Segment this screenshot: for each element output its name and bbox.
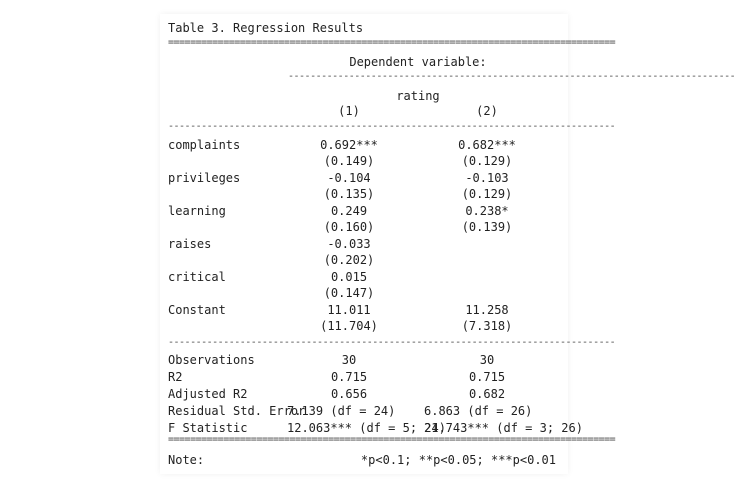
standard-error-1: (0.135) (323, 187, 375, 201)
statistic-name: Adjusted R2 (168, 387, 248, 401)
coefficient-value-1: -0.104 (327, 171, 371, 185)
coefficient-value-1: -0.033 (327, 237, 371, 251)
top-double-rule: ================================================================================= (168, 37, 616, 48)
statistic-name: Observations (168, 353, 255, 367)
header-single-rule: --------------------------------------------------------------------------------- (168, 121, 616, 132)
statistic-value-2: 6.863 (df = 26) (424, 404, 533, 418)
table-title: Table 3. Regression Results (168, 21, 364, 35)
statistic-value-2: 0.682 (468, 387, 506, 401)
bottom-double-rule: ================================================================================= (168, 434, 616, 445)
statistic-value-2: 21.743*** (df = 3; 26) (424, 421, 583, 435)
coefficient-value-2: -0.103 (465, 171, 509, 185)
note-label: Note: (168, 453, 205, 467)
standard-error-1: (11.704) (320, 319, 378, 333)
statistic-value-1: 0.715 (330, 370, 368, 384)
coefficient-name: learning (168, 204, 226, 218)
coefficient-value-2: 0.682*** (458, 138, 516, 152)
dependent-variable-label: Dependent variable: (349, 55, 487, 69)
standard-error-2: (7.318) (461, 319, 513, 333)
stats-single-rule: --------------------------------------------------------------------------------- (168, 337, 616, 348)
coefficient-value-2: 11.258 (465, 303, 509, 317)
coefficient-name: raises (168, 237, 212, 251)
coefficient-value-2: 0.238* (465, 204, 509, 218)
standard-error-2: (0.129) (461, 187, 513, 201)
standard-error-2: (0.139) (461, 220, 513, 234)
standard-error-1: (0.202) (323, 253, 375, 267)
coefficient-value-1: 0.249 (330, 204, 368, 218)
statistic-name: Residual Std. Error (168, 404, 306, 418)
column-header-2: (2) (476, 104, 498, 118)
coefficient-name: critical (168, 270, 226, 284)
dependent-variable-name: rating (396, 89, 440, 103)
coefficient-value-1: 0.692*** (320, 138, 378, 152)
statistic-name: F Statistic (168, 421, 248, 435)
coefficient-name: complaints (168, 138, 241, 152)
statistic-value-1: 30 (341, 353, 357, 367)
column-header-1: (1) (338, 104, 360, 118)
standard-error-1: (0.147) (323, 286, 375, 300)
statistic-name: R2 (168, 370, 183, 384)
significance-note: *p<0.1; **p<0.05; ***p<0.01 (360, 453, 556, 467)
coefficient-name: privileges (168, 171, 241, 185)
statistic-value-1: 7.139 (df = 24) (287, 404, 396, 418)
standard-error-2: (0.129) (461, 154, 513, 168)
statistic-value-1: 0.656 (330, 387, 368, 401)
statistic-value-2: 0.715 (468, 370, 506, 384)
standard-error-1: (0.149) (323, 154, 375, 168)
coefficient-name: Constant (168, 303, 226, 317)
statistic-value-1: 12.063*** (df = 5; 24) (287, 421, 446, 435)
coefficient-value-1: 0.015 (330, 270, 368, 284)
dependent-variable-rule: --------------------------------------------------------------------------------- (288, 71, 735, 82)
coefficient-value-1: 11.011 (327, 303, 371, 317)
statistic-value-2: 30 (479, 353, 495, 367)
standard-error-1: (0.160) (323, 220, 375, 234)
